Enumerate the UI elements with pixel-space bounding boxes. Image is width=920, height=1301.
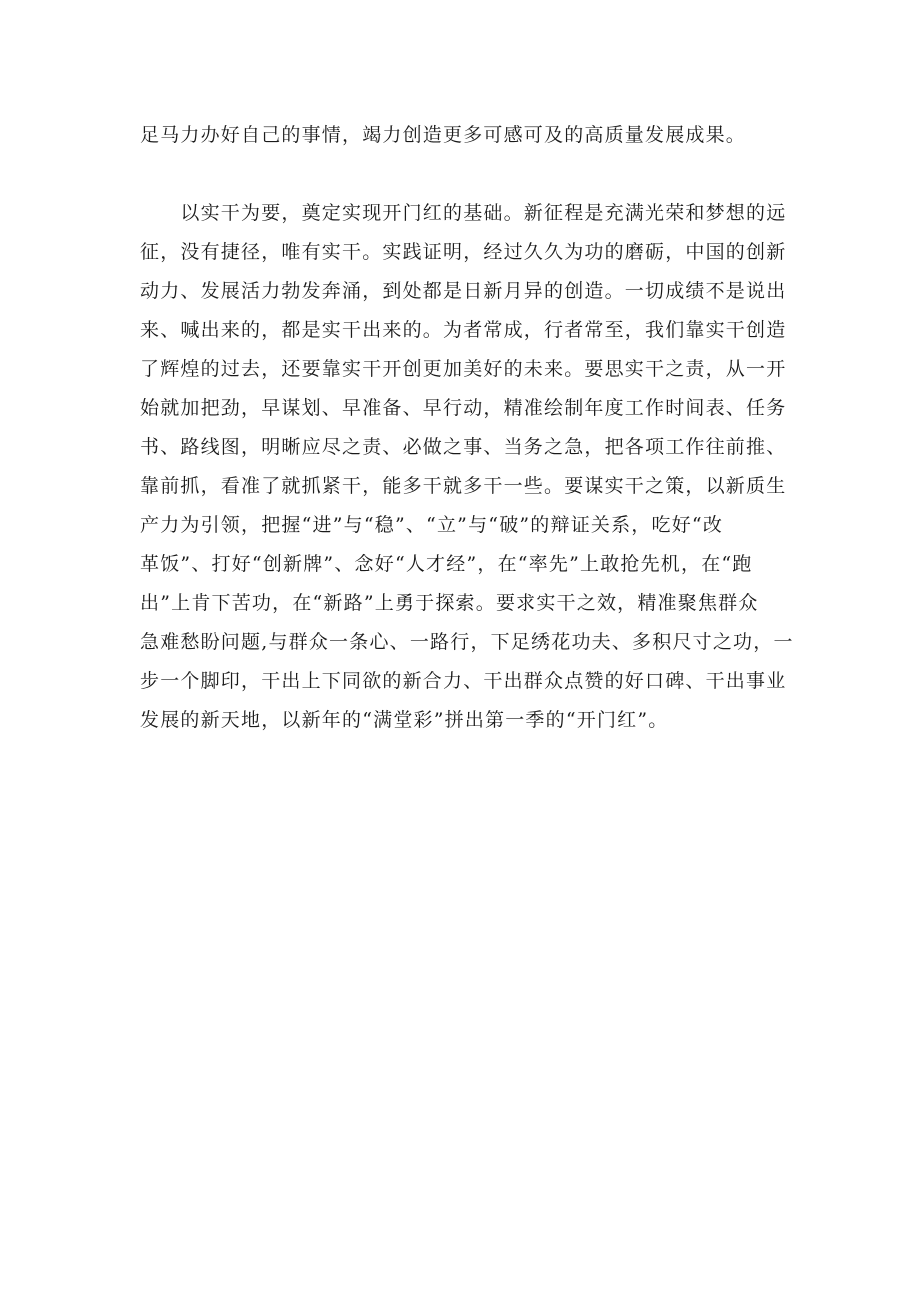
paragraph-2-line-1: 以实干为要，奠定实现开门红的基础。新征程是充满光荣和梦想的远: [140, 202, 787, 224]
paragraph-2-line-4: 来、喊出来的，都是实干出来的。为者常成，行者常至，我们靠实干创造: [140, 319, 787, 341]
paragraph-2: [140, 194, 794, 740]
paragraph-2-line-8: 靠前抓，看准了就抓紧干，能多干就多干一些。要谋实干之策，以新质生: [140, 475, 787, 497]
paragraph-2-line-6: 始就加把劲，早谋划、早准备、早行动，精准绘制年度工作时间表、任务: [140, 397, 787, 419]
paragraph-2-line-9: 产力为引领，把握“进”与“稳”、“立”与“破”的辩证关系，吃好“改: [140, 514, 724, 536]
paragraph-2-line-7: 书、路线图，明晰应尽之责、必做之事、当务之急，把各项工作往前推、: [140, 436, 787, 458]
paragraph-2-line-2: 征，没有捷径，唯有实干。实践证明，经过久久为功的磨砺，中国的创新: [140, 241, 787, 263]
paragraph-2-line-12: 急难愁盼问题,与群众一条心、一路行，下足绣花功夫、多积尺寸之功，一: [140, 631, 794, 653]
paragraph-2-line-13: 步一个脚印，干出上下同欲的新合力、干出群众点赞的好口碑、干出事业: [140, 670, 787, 692]
paragraph-1: [140, 116, 782, 155]
paragraph-2-line-11: 出”上肯下苦功，在“新路”上勇于探索。要求实干之效，精准聚焦群众: [140, 592, 759, 614]
paragraph-2-line-10: 革饭”、打好“创新牌”、念好“人才经”，在“率先”上敢抢先机，在“跑: [140, 553, 753, 575]
paragraph-1-line-1: 足马力办好自己的事情，竭力创造更多可感可及的高质量发展成果。: [140, 124, 747, 146]
paragraph-2-line-14: 发展的新天地，以新年的“满堂彩”拼出第一季的“开门红”。: [140, 709, 669, 731]
paragraph-2-line-5: 了辉煌的过去，还要靠实干开创更加美好的未来。要思实干之责，从一开: [140, 358, 787, 380]
paragraph-2-line-3: 动力、发展活力勃发奔涌，到处都是日新月异的创造。一切成绩不是说出: [140, 280, 787, 302]
